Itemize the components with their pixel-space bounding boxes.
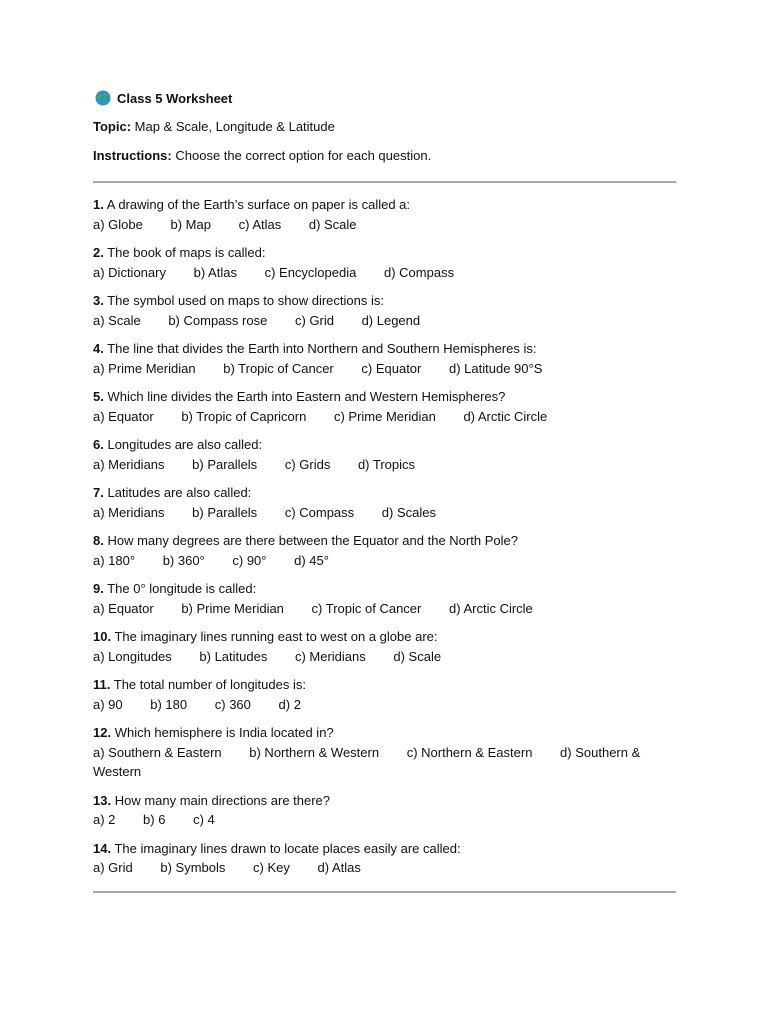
answer-option: a) Scale [93, 312, 141, 328]
question-text-line [93, 483, 676, 503]
globe-icon [95, 90, 111, 106]
question-item [93, 675, 676, 714]
question-item [93, 791, 676, 830]
question-text: The book of maps is called: [107, 245, 266, 260]
question-options [93, 359, 676, 379]
question-options [93, 599, 676, 619]
question-text-line [93, 195, 676, 215]
answer-option: b) Parallels [192, 456, 258, 472]
answer-option: a) Southern & Eastern [93, 744, 222, 760]
answer-option: b) Parallels [192, 504, 258, 520]
top-divider [93, 181, 676, 183]
question-number: 9. [93, 581, 104, 596]
answer-option: b) Prime Meridian [181, 600, 284, 616]
answer-option: d) Scale [393, 648, 442, 664]
question-text: Which hemisphere is India located in? [114, 725, 334, 740]
question-text: Longitudes are also called: [107, 437, 263, 452]
question-number: 1. [93, 197, 104, 212]
answer-option: d) Tropics [357, 456, 416, 472]
instructions-line [93, 146, 676, 166]
answer-option: b) Atlas [193, 264, 237, 280]
answer-option: d) Latitude 90°S [449, 360, 543, 376]
question-number: 3. [93, 293, 104, 308]
question-options [93, 647, 676, 667]
question-number: 8. [93, 533, 104, 548]
answer-option: c) Meridians [294, 648, 366, 664]
topic-line [93, 117, 676, 137]
question-options [93, 695, 676, 715]
question-options [93, 311, 676, 331]
answer-option: c) Equator [361, 360, 422, 376]
question-text: How many main directions are there? [114, 792, 331, 808]
question-number: 14. [93, 840, 112, 856]
question-text-line [93, 627, 676, 647]
worksheet-title: Class 5 Worksheet [117, 90, 233, 106]
topic-value: Map & Scale, Longitude & Latitude [134, 119, 335, 134]
question-text-line [93, 791, 676, 811]
answer-option: a) Equator [93, 408, 154, 424]
answer-option: d) Arctic Circle [463, 408, 548, 424]
question-item [93, 387, 676, 426]
answer-option: b) 180 [150, 696, 188, 712]
question-text-line [93, 435, 676, 455]
answer-option: d) Compass [383, 264, 455, 280]
answer-option: a) Equator [93, 600, 154, 616]
question-item [93, 435, 676, 474]
answer-option: c) 360 [214, 696, 251, 712]
question-item [93, 483, 676, 522]
answer-option: a) 90 [93, 696, 123, 712]
answer-option: b) 6 [143, 812, 166, 827]
answer-option: b) Latitudes [199, 648, 268, 664]
question-number: 7. [93, 485, 104, 500]
answer-option: a) Dictionary [93, 264, 166, 280]
question-options [93, 503, 676, 523]
answer-option: a) Prime Meridian [93, 360, 196, 376]
question-list [93, 195, 676, 878]
instructions-label: Instructions: [93, 148, 172, 163]
answer-option: b) Tropic of Cancer [223, 360, 334, 376]
question-text-line [93, 723, 676, 743]
question-item [93, 627, 676, 666]
answer-option: c) Atlas [238, 216, 282, 232]
question-text-line [93, 579, 676, 599]
answer-option: d) Atlas [317, 860, 361, 875]
answer-option: d) 2 [278, 696, 301, 712]
question-item [93, 291, 676, 330]
question-text: Latitudes are also called: [107, 485, 252, 500]
question-item [93, 339, 676, 378]
question-number: 11. [93, 677, 111, 692]
answer-option: d) Southern & Western [93, 744, 641, 779]
answer-option: a) 180° [93, 552, 136, 568]
answer-option: c) Grids [284, 456, 331, 472]
question-options [93, 858, 676, 878]
question-text: The line that divides the Earth into Northern and Southern Hemispheres is: [107, 341, 537, 356]
question-item [93, 531, 676, 570]
question-text: A drawing of the Earth’s surface on paper is called a: [106, 197, 411, 212]
answer-option: d) 45° [294, 552, 329, 568]
question-item [93, 195, 676, 234]
question-text-line [93, 243, 676, 263]
answer-option: d) Arctic Circle [449, 600, 533, 616]
question-number: 4. [93, 341, 104, 356]
answer-option: a) Grid [93, 860, 133, 875]
answer-option: c) Compass [284, 504, 355, 520]
question-options [93, 551, 676, 571]
question-text-line [93, 291, 676, 311]
answer-option: a) 2 [93, 812, 116, 827]
answer-option: b) Compass rose [168, 312, 268, 328]
answer-option: c) Key [253, 860, 290, 875]
question-text: The 0° longitude is called: [107, 581, 257, 596]
question-number: 10. [93, 629, 112, 644]
question-number: 13. [93, 792, 112, 808]
question-item [93, 579, 676, 618]
answer-option: b) Symbols [160, 860, 226, 875]
answer-option: a) Longitudes [93, 648, 172, 664]
bottom-divider [93, 891, 676, 893]
question-text: How many degrees are there between the Equator and the North Pole? [107, 533, 518, 548]
answer-option: c) Tropic of Cancer [311, 600, 422, 616]
question-options [93, 455, 676, 475]
answer-option: a) Meridians [93, 456, 165, 472]
question-item [93, 243, 676, 282]
question-number: 12. [93, 725, 112, 740]
question-options [93, 743, 676, 782]
question-text-line [93, 387, 676, 407]
question-options [93, 263, 676, 283]
question-item [93, 723, 676, 782]
answer-option: c) Northern & Eastern [406, 744, 533, 760]
answer-option: c) Encyclopedia [264, 264, 357, 280]
question-item [93, 839, 676, 878]
answer-option: c) 4 [193, 812, 215, 827]
instructions-value: Choose the correct option for each question. [175, 148, 432, 163]
answer-option: b) Map [170, 216, 211, 232]
question-number: 5. [93, 389, 104, 404]
question-text: Which line divides the Earth into Eastern and Western Hemispheres? [107, 389, 506, 404]
question-options [93, 810, 676, 830]
answer-option: c) 90° [232, 552, 267, 568]
question-text-line [93, 531, 676, 551]
question-text-line [93, 675, 676, 695]
question-number: 2. [93, 245, 104, 260]
question-options [93, 407, 676, 427]
question-options [93, 215, 676, 235]
answer-option: b) Tropic of Capricorn [181, 408, 307, 424]
answer-option: a) Globe [93, 216, 143, 232]
answer-option: a) Meridians [93, 504, 165, 520]
answer-option: c) Grid [294, 312, 334, 328]
answer-option: c) Prime Meridian [333, 408, 436, 424]
question-text-line [93, 839, 676, 859]
topic-label: Topic: [93, 119, 132, 134]
answer-option: d) Legend [361, 312, 421, 328]
answer-option: d) Scales [381, 504, 436, 520]
question-number: 6. [93, 437, 104, 452]
question-text: The imaginary lines drawn to locate places easily are called: [114, 840, 461, 856]
question-text-line [93, 339, 676, 359]
worksheet-header [93, 88, 676, 108]
question-text: The symbol used on maps to show directions is: [107, 293, 384, 308]
answer-option: d) Scale [308, 216, 357, 232]
answer-option: b) Northern & Western [249, 744, 380, 760]
question-text: The total number of longitudes is: [113, 677, 306, 692]
worksheet-page [93, 88, 676, 893]
answer-option: b) 360° [162, 552, 205, 568]
question-text: The imaginary lines running east to west on a globe are: [114, 629, 438, 644]
